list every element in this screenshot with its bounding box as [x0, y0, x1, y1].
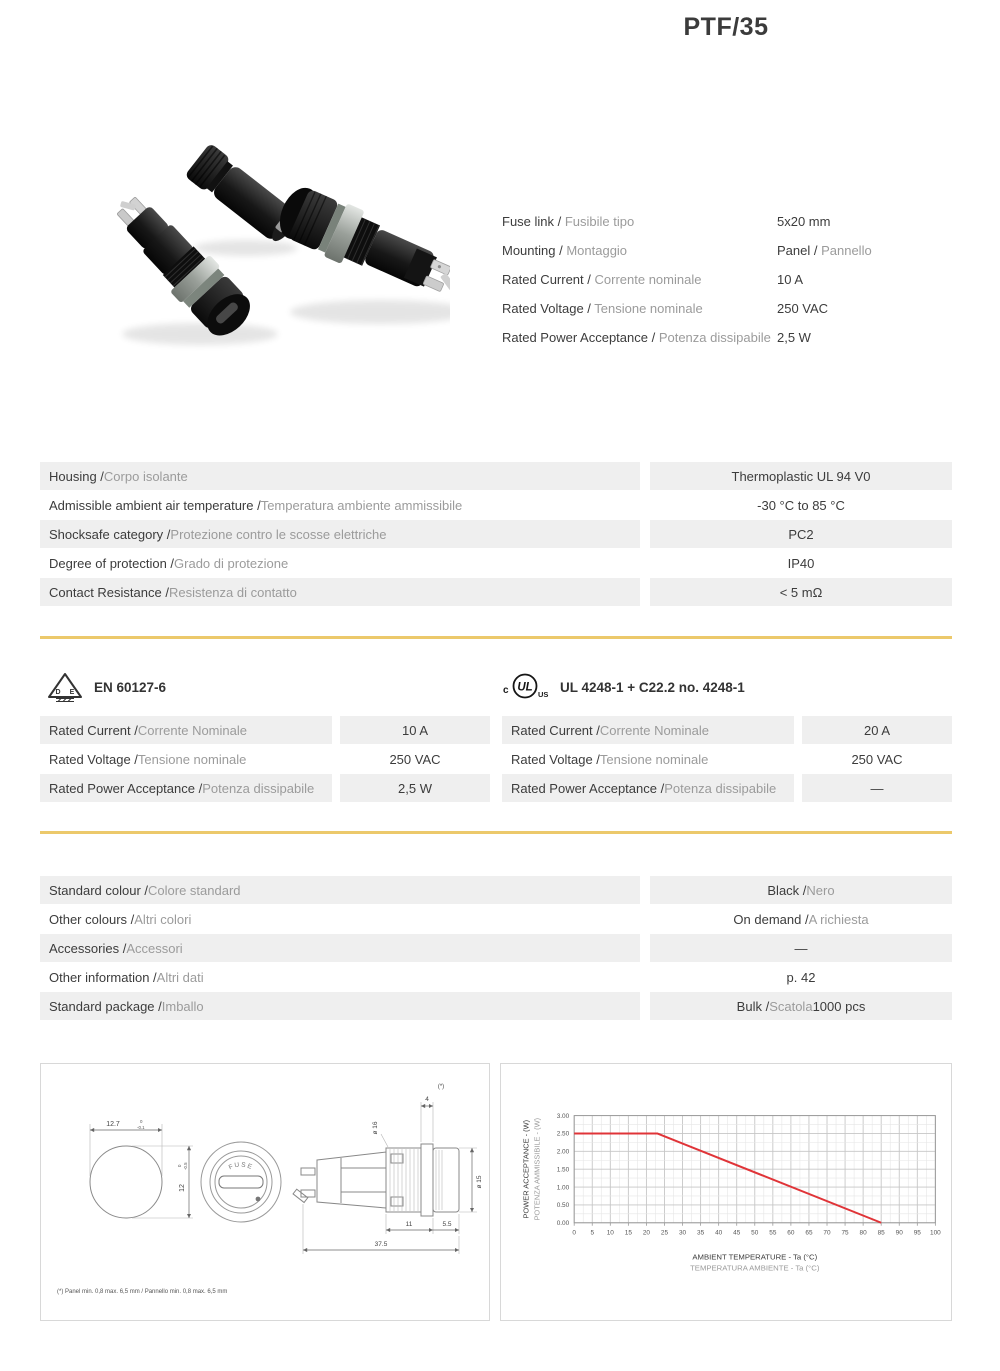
text-italian: Tensione nominale [594, 301, 703, 316]
text-english: Rated Power Acceptance / [49, 780, 203, 796]
text-italian: Grado di protezione [174, 555, 289, 571]
text-english: On demand / [733, 911, 809, 927]
table-row [40, 549, 952, 577]
page-title: PTF/35 [683, 13, 769, 41]
fuse-holder-right [272, 180, 450, 310]
derating-chart-panel [500, 1063, 952, 1321]
text-italian: Corrente Nominale [137, 722, 247, 738]
dim-d15: ø 15 [476, 1175, 483, 1189]
general-characteristics-table [40, 462, 952, 607]
cert-ul-name: UL 4248-1 + C22.2 no. 4248-1 [560, 679, 745, 695]
row-label [502, 330, 777, 345]
cert-ul-header [502, 668, 745, 706]
vde-triangle-icon [46, 671, 84, 703]
table-row [502, 207, 952, 236]
row-value [650, 549, 952, 577]
table-row [40, 876, 952, 904]
table-row [40, 745, 490, 773]
svg-text:1.50: 1.50 [556, 1166, 570, 1174]
svg-text:90: 90 [895, 1229, 903, 1237]
row-value [802, 774, 952, 802]
row-label [40, 549, 640, 577]
row-label [40, 491, 640, 519]
text-english: PC2 [788, 526, 814, 542]
svg-text:40: 40 [715, 1229, 723, 1237]
table-row [502, 323, 952, 352]
text-italian: Imballo [161, 998, 204, 1014]
table-row [40, 520, 952, 548]
y-tick-labels [557, 1113, 570, 1227]
svg-text:UL: UL [517, 681, 533, 694]
table-row [40, 462, 952, 490]
dim-height-tol-top: 0 [177, 1164, 182, 1167]
svg-text:0: 0 [572, 1229, 576, 1237]
text-english: Other colours / [49, 911, 135, 927]
svg-text:E: E [69, 689, 75, 696]
svg-text:50: 50 [751, 1229, 759, 1237]
text-english: Rated Power Acceptance / [511, 780, 665, 796]
row-value [650, 934, 952, 962]
y-axis-label-en: POWER ACCEPTANCE - (W) [521, 1119, 531, 1219]
row-label [502, 243, 777, 258]
dim-width: 12.7 [106, 1121, 120, 1128]
cert-ul-ratings-table [502, 716, 952, 803]
text-english: Accessories / [49, 940, 127, 956]
dim-len11: 11 [405, 1221, 413, 1228]
table-row [502, 716, 952, 744]
table-row [40, 905, 952, 933]
cert-en-ratings-table [40, 716, 490, 803]
row-value [650, 462, 952, 490]
product-photo [50, 138, 450, 362]
dim-len375: 37.5 [374, 1241, 388, 1248]
technical-drawing [41, 1064, 489, 1320]
text-english: 250 VAC [777, 301, 829, 316]
text-english: Fuse link / [502, 214, 565, 229]
table-row [502, 294, 952, 323]
text-english: Standard colour / [49, 882, 149, 898]
svg-text:65: 65 [805, 1229, 813, 1237]
text-english: Panel / [777, 243, 822, 258]
row-label [502, 716, 794, 744]
text-english: Admissible ambient air temperature / [49, 497, 261, 513]
text-italian: Montaggio [566, 243, 628, 258]
dim-height: 12 [179, 1184, 186, 1192]
svg-text:15: 15 [624, 1229, 632, 1237]
text-english: Shocksafe category / [49, 526, 171, 542]
svg-text:70: 70 [823, 1229, 831, 1237]
text-english: Rated Current / [511, 722, 600, 738]
table-row [502, 236, 952, 265]
text-italian: Altri colori [134, 911, 192, 927]
row-value [340, 774, 490, 802]
text-italian: Corpo isolante [103, 468, 188, 484]
text-english: 250 VAC [851, 751, 903, 767]
text-italian: Potenza dissipabile [658, 330, 771, 345]
text-italian: Accessori [126, 940, 183, 956]
text-english: < 5 mΩ [779, 584, 823, 600]
svg-text:75: 75 [841, 1229, 849, 1237]
text-italian: Temperatura ambiente ammissibile [260, 497, 463, 513]
text-italian: Scatola [769, 998, 813, 1014]
text-italian: Pannello [821, 243, 872, 258]
row-label [40, 745, 332, 773]
dim-len4: 4 [425, 1096, 429, 1103]
svg-text:80: 80 [859, 1229, 867, 1237]
dim-height-tol-bot: -0.5 [183, 1162, 188, 1170]
ordering-info-table [40, 876, 952, 1021]
text-italian: Resistenza di contatto [168, 584, 297, 600]
row-label [40, 462, 640, 490]
row-label [40, 774, 332, 802]
row-label [40, 934, 640, 962]
text-english: 1000 pcs [812, 998, 866, 1014]
row-value [650, 992, 952, 1020]
svg-text:25: 25 [660, 1229, 669, 1237]
gold-divider [40, 831, 952, 834]
row-value [650, 876, 952, 904]
svg-text:3.00: 3.00 [556, 1112, 570, 1120]
row-value [650, 578, 952, 606]
text-english: 10 A [401, 722, 429, 738]
text-english: 250 VAC [389, 751, 441, 767]
row-value [802, 745, 952, 773]
dim-width-tol-bot: -0.1 [137, 1125, 145, 1130]
row-value [777, 301, 952, 316]
row-value [650, 491, 952, 519]
row-label [502, 774, 794, 802]
text-italian: Potenza dissipabile [664, 780, 777, 796]
gold-divider [40, 636, 952, 639]
row-label [502, 301, 777, 316]
x-tick-labels [572, 1223, 941, 1237]
text-english: 2,5 W [398, 780, 432, 796]
y-axis-label-it: POTENZA AMMISSIBILE - (W) [532, 1117, 542, 1221]
row-value [802, 716, 952, 744]
text-italian: Corrente nominale [594, 272, 702, 287]
text-italian: Nero [806, 882, 835, 898]
svg-text:35: 35 [697, 1229, 705, 1237]
drawing-footnote: (*) Panel min. 0,8 max. 6,5 mm / Pannello min. 0,8 max. 6,5 mm [57, 1289, 228, 1295]
text-english: 2,5 W [777, 330, 811, 345]
row-value [650, 520, 952, 548]
row-value [777, 243, 952, 258]
svg-text:30: 30 [678, 1229, 687, 1237]
cap-fuse-text: FUSE [227, 1161, 255, 1172]
svg-text:1.00: 1.00 [556, 1184, 570, 1192]
power-derating-chart [501, 1064, 951, 1320]
text-english: — [794, 940, 808, 956]
cert-en-name: EN 60127-6 [94, 679, 167, 695]
dim-width-tol-top: 0 [140, 1119, 143, 1124]
text-italian: Colore standard [148, 882, 241, 898]
text-italian: Corrente Nominale [599, 722, 709, 738]
table-row [40, 491, 952, 519]
text-italian: Tensione nominale [599, 751, 709, 767]
table-row [502, 265, 952, 294]
text-english: Black / [767, 882, 807, 898]
text-english: Other information / [49, 969, 157, 985]
table-row [502, 774, 952, 802]
row-label [40, 992, 640, 1020]
text-english: Degree of protection / [49, 555, 175, 571]
text-english: Bulk / [736, 998, 770, 1014]
svg-text:0.50: 0.50 [556, 1202, 570, 1210]
text-english: Thermoplastic UL 94 V0 [731, 468, 871, 484]
cULus-icon [502, 672, 550, 702]
cert-en-header [46, 668, 166, 706]
svg-text:2.00: 2.00 [556, 1148, 570, 1156]
row-label [40, 876, 640, 904]
table-row [40, 578, 952, 606]
svg-text:45: 45 [733, 1229, 741, 1237]
table-row [40, 716, 490, 744]
row-label [40, 716, 332, 744]
row-label [40, 963, 640, 991]
svg-text:10: 10 [606, 1229, 614, 1237]
text-italian: A richiesta [808, 911, 869, 927]
text-italian: Tensione nominale [137, 751, 247, 767]
svg-text:20: 20 [642, 1229, 651, 1237]
text-italian: Altri dati [156, 969, 204, 985]
text-italian: Fusibile tipo [564, 214, 635, 229]
dim-len55: 5.5 [442, 1221, 452, 1228]
svg-text:c: c [503, 685, 509, 696]
text-english: Housing / [49, 468, 104, 484]
svg-text:85: 85 [877, 1229, 885, 1237]
svg-text:FUSE [228, 1161, 254, 1171]
svg-text:95: 95 [913, 1229, 921, 1237]
row-value [650, 905, 952, 933]
table-row [40, 963, 952, 991]
row-label [502, 745, 794, 773]
row-value [777, 330, 952, 345]
text-english: 5x20 mm [777, 214, 831, 229]
text-english: — [870, 780, 884, 796]
text-english: Standard package / [49, 998, 162, 1014]
dim-star: (*) [437, 1084, 445, 1090]
svg-text:0.00: 0.00 [556, 1220, 570, 1228]
text-english: Mounting / [502, 243, 567, 258]
text-english: Rated Voltage / [511, 751, 600, 767]
row-value [340, 716, 490, 744]
table-row [40, 934, 952, 962]
row-label [40, 578, 640, 606]
x-axis-label-it: TEMPERATURA AMBIENTE - Ta (°C) [690, 1263, 820, 1273]
svg-text:60: 60 [787, 1229, 795, 1237]
text-english: 10 A [777, 272, 804, 287]
row-value [777, 214, 952, 229]
svg-text:D: D [55, 689, 61, 696]
svg-text:55: 55 [769, 1229, 777, 1237]
x-axis-label-en: AMBIENT TEMPERATURE - Ta (°C) [692, 1252, 818, 1262]
text-english: Rated Power Acceptance / [502, 330, 659, 345]
text-english: Contact Resistance / [49, 584, 169, 600]
row-label [502, 214, 777, 229]
table-row [40, 992, 952, 1020]
chart-grid [574, 1116, 935, 1223]
text-english: Rated Voltage / [49, 751, 138, 767]
text-english: 20 A [863, 722, 891, 738]
svg-text:5: 5 [590, 1229, 595, 1237]
text-italian: Protezione contro le scosse elettriche [170, 526, 387, 542]
svg-text:US: US [538, 690, 549, 699]
svg-text:100: 100 [929, 1229, 941, 1237]
text-english: IP40 [787, 555, 815, 571]
text-english: Rated Voltage / [502, 301, 595, 316]
fuse-holder-photo-illustration [50, 138, 450, 358]
text-italian: Potenza dissipabile [202, 780, 315, 796]
table-row [40, 774, 490, 802]
row-label [40, 520, 640, 548]
text-english: -30 °C to 85 °C [757, 497, 845, 513]
technical-drawing-panel [40, 1063, 490, 1321]
row-label [502, 272, 777, 287]
row-value [340, 745, 490, 773]
row-label [40, 905, 640, 933]
row-value [777, 272, 952, 287]
text-english: Rated Current / [49, 722, 138, 738]
text-english: Rated Current / [502, 272, 595, 287]
table-row [502, 745, 952, 773]
row-value [650, 963, 952, 991]
svg-text:2.50: 2.50 [556, 1130, 570, 1138]
key-spec-list [502, 207, 952, 352]
dim-d16: ø 16 [372, 1121, 379, 1135]
text-english: p. 42 [786, 969, 816, 985]
